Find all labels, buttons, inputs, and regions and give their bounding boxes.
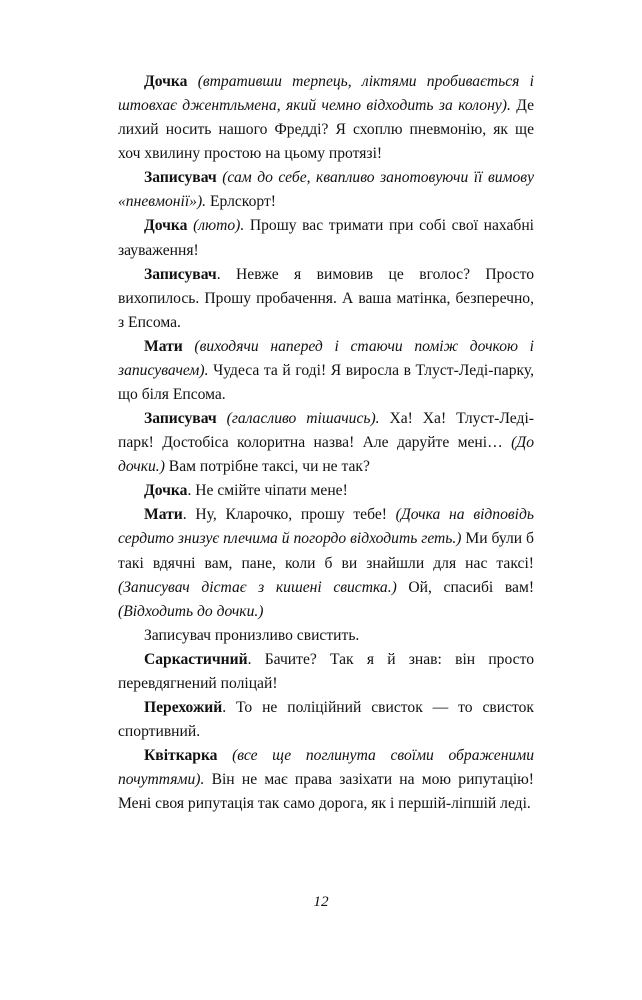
dialogue-text: . Невже я вимовив це вголос? Просто вихопилось. Прошу пробачення. А ваша матінка, безперечно, з Епсома.	[118, 265, 534, 331]
dialogue-text: Прошу вас тримати при собі свої нахабні зауваження!	[118, 217, 534, 259]
stage-direction: (втративши терпець, ліктями пробивається і штовхає джентльмена, який чемно відходить за колону).	[118, 73, 534, 115]
paragraph-dialogue	[118, 744, 534, 816]
dialogue-text: . Ну, Кларочко, прошу тебе!	[182, 506, 396, 524]
stage-direction: (сам до себе, квапливо занотовуючи її вимову «пневмонії»).	[118, 169, 534, 211]
narration-text: Записувач пронизливо свистить.	[144, 626, 360, 644]
dialogue-text: Вам потрібне таксі, чи не так?	[164, 458, 370, 476]
speaker-name: Записувач	[144, 169, 217, 187]
stage-direction: (галасливо тішачись).	[216, 410, 380, 428]
speaker-name: Мати	[144, 337, 183, 355]
paragraph-dialogue	[118, 696, 534, 744]
stage-direction: (Відходить до дочки.)	[118, 602, 264, 620]
dialogue-text: Він не має права зазіхати на мою рипутацію! Мені своя рипутація так само дорога, як і першій-ліпшій леді.	[118, 771, 534, 813]
paragraph-dialogue	[118, 335, 534, 407]
page-body	[118, 70, 534, 816]
dialogue-text: Ой, спасибі вам!	[396, 578, 535, 596]
paragraph-dialogue	[118, 407, 534, 479]
speaker-name: Перехожий	[144, 699, 223, 717]
speaker-name: Дочка	[144, 482, 188, 500]
speaker-name: Записувач	[144, 265, 217, 283]
dialogue-text: . Бачите? Так я й знав: він просто перевдягнений поліцай!	[118, 650, 534, 692]
dialogue-text: Чудеса та й годі! Я виросла в Тлуст-Леді-парку, що біля Епсома.	[118, 361, 534, 404]
dialogue-text: . То не поліційний свисток — то свисток спортивний.	[118, 699, 534, 741]
speaker-name: Дочка	[144, 217, 188, 235]
paragraph-narration	[118, 624, 534, 648]
speaker-name: Дочка	[144, 73, 188, 90]
paragraph-dialogue	[118, 648, 534, 696]
paragraph-dialogue	[118, 503, 534, 623]
dialogue-text: Ха! Ха! Тлуст-Леді-парк! Достобіса колоритна назва! Але даруйте мені…	[118, 410, 534, 452]
paragraph-dialogue	[118, 479, 534, 503]
stage-direction: (Дочка на відповідь сердито знизує плечима й погордо відходить геть.)	[118, 506, 534, 548]
page-number: 12	[313, 893, 329, 910]
dialogue-text: Ерлскорт!	[206, 193, 276, 211]
stage-direction: (Записувач дістає з кишені свистка.)	[118, 578, 397, 596]
paragraph-dialogue	[118, 166, 534, 214]
paragraph-dialogue	[118, 263, 534, 335]
speaker-name: Мати	[144, 506, 183, 524]
stage-direction: (виходячи наперед і стаючи поміж дочкою і записувачем).	[118, 337, 534, 379]
dialogue-text: Ми були б такі вдячні вам, пане, коли б ви знайшли для нас таксі!	[118, 530, 534, 572]
stage-direction: (все ще поглинута своїми ображеними почуттями).	[118, 747, 534, 789]
speaker-name: Записувач	[144, 410, 217, 428]
speaker-name: Саркастичний	[144, 650, 248, 668]
dialogue-text: . Не смійте чіпати мене!	[187, 482, 348, 500]
dialogue-text: Де лихий носить нашого Фредді? Я схоплю пневмонію, як ще хоч хвилину простою на цьому протязі!	[118, 97, 534, 163]
paragraph-dialogue	[118, 70, 534, 166]
stage-direction: (До дочки.)	[118, 434, 534, 476]
paragraph-dialogue	[118, 214, 534, 262]
speaker-name: Квіткарка	[144, 747, 218, 765]
stage-direction: (люто).	[187, 217, 245, 235]
